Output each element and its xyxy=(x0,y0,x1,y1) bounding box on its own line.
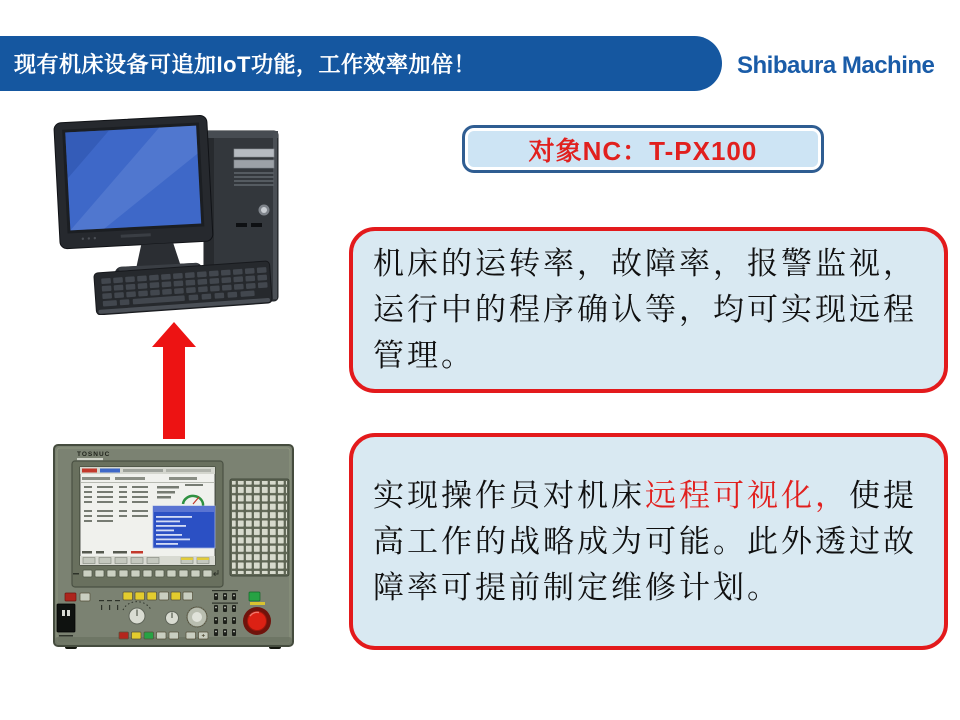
header-bar xyxy=(0,36,722,91)
emergency-stop-button xyxy=(248,612,267,631)
callout-remote-management xyxy=(349,227,948,393)
desktop-computer-illustration xyxy=(52,113,284,315)
callout-text-line xyxy=(373,473,924,519)
callout-text-line: 管理。 xyxy=(373,338,475,374)
keypad xyxy=(230,479,289,576)
program-window xyxy=(153,506,215,548)
cnc-control-panel-illustration xyxy=(53,444,294,650)
slide-title: 现有机床设备可追加IoT功能，工作效率加倍！ xyxy=(14,52,476,77)
green-button xyxy=(249,592,260,601)
monitor-icon xyxy=(54,115,215,284)
nc-model-badge xyxy=(462,125,824,173)
cycle-buttons xyxy=(119,632,208,639)
callout-text-line: 机床的运转率，故障率，报警监视， xyxy=(373,246,917,282)
nc-model-label: 对象NC：T-PX100 xyxy=(528,135,758,166)
panel-brand-label: TOSNUC xyxy=(77,451,111,458)
monitor-stand xyxy=(135,243,180,267)
callout-remote-visualization xyxy=(349,433,948,650)
up-arrow-icon xyxy=(150,322,198,439)
callout-text-segment: 使提 xyxy=(849,477,917,514)
highlighted-text: 远程可视化， xyxy=(645,477,849,514)
callout-text-line: 障率可提前制定维修计划。 xyxy=(373,569,781,606)
callout-text-line: 高工作的战略成为可能。此外透过故 xyxy=(373,523,917,560)
callout-text-segment: 实现操作员对机床 xyxy=(373,477,645,514)
callout-text-line: 运行中的程序确认等，均可实现远程 xyxy=(373,292,917,328)
shibaura-machine-logo: Shibaura Machine xyxy=(737,52,935,79)
power-switch xyxy=(57,604,75,632)
function-key-row xyxy=(73,570,218,577)
red-button xyxy=(65,593,76,601)
